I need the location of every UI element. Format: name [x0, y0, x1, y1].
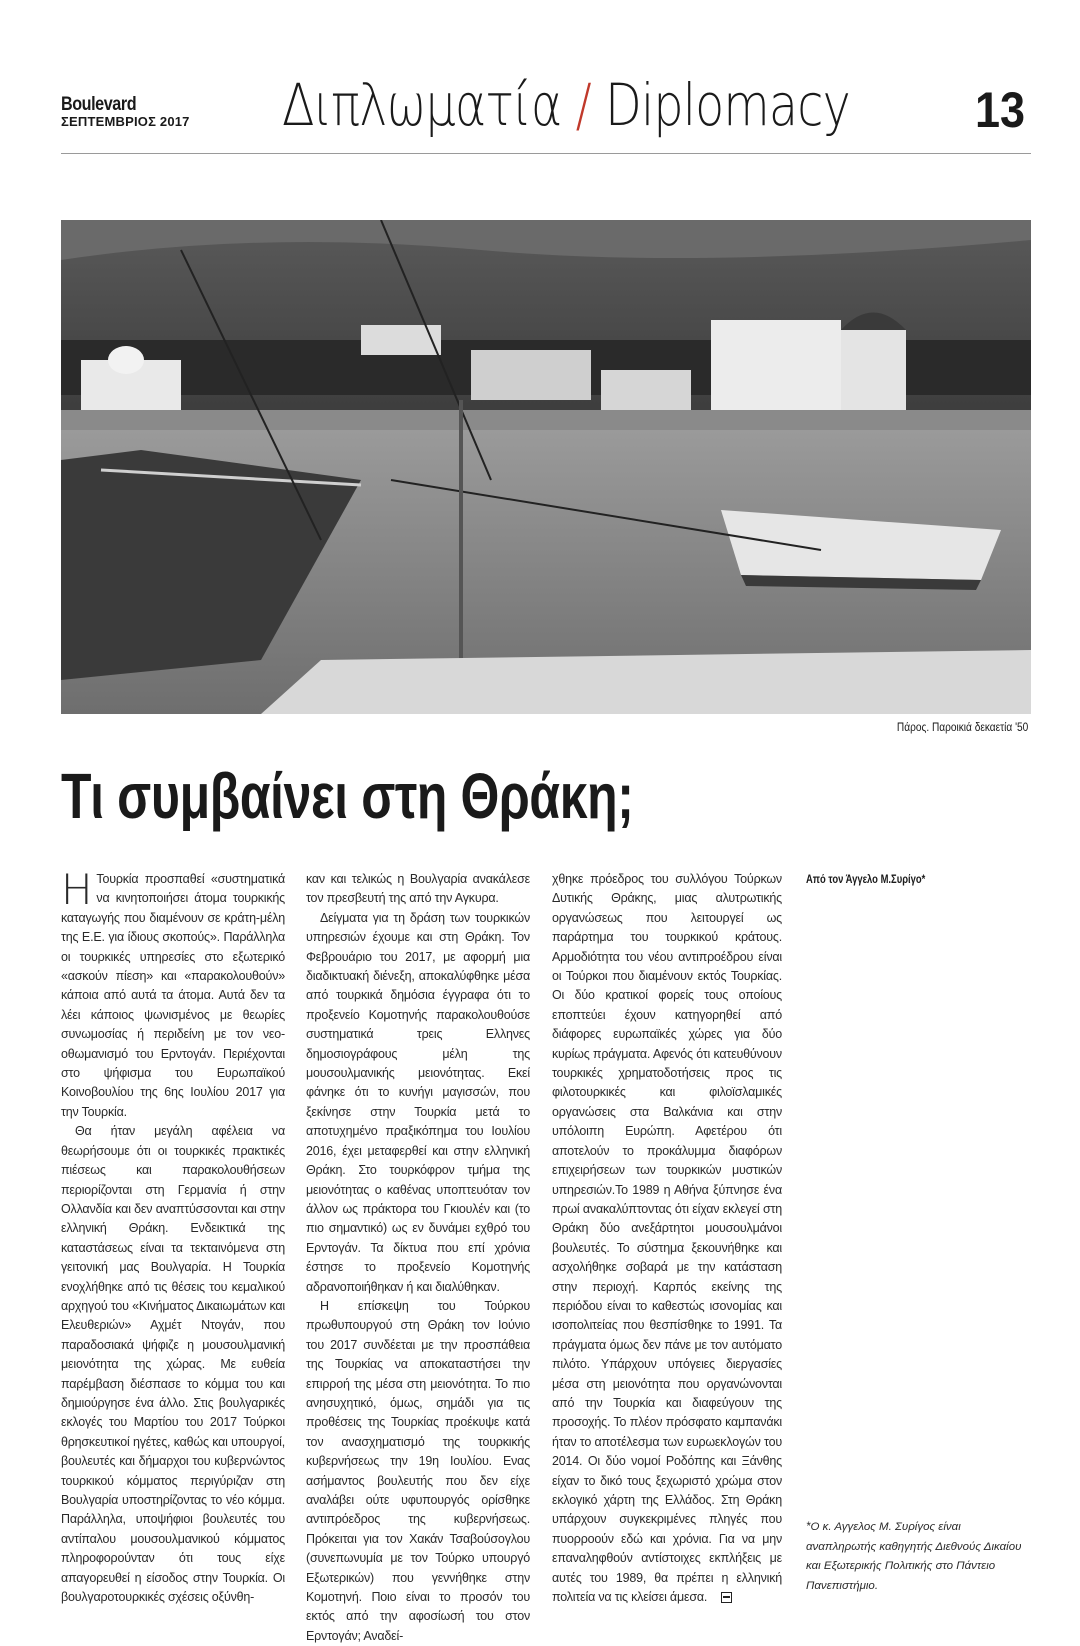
issue-date: ΣΕΠΤΕΜΒΡΙΟΣ 2017: [61, 114, 190, 129]
harbor-photo-illustration: [61, 220, 1031, 714]
article-byline: Από τον Άγγελο Μ.Συρίγο*: [806, 874, 926, 886]
article-column-2: [306, 870, 530, 1646]
article-paragraph: καν και τελικώς η Βουλγαρία ανακάλεσε τον πρεσβευτή της από την Αγκυρα.: [306, 872, 530, 906]
article-headline: Τι συμβαίνει στη Θράκη;: [61, 760, 634, 832]
article-column-1: [61, 865, 285, 1607]
header-divider: [61, 153, 1031, 154]
section-title-greek: Διπλωματία: [282, 71, 562, 139]
section-title-separator: /: [561, 71, 606, 139]
harbor-photo: [61, 220, 1031, 714]
page-number: 13: [975, 82, 1026, 138]
article-paragraph: Δείγματα για τη δράση των τουρκικών υπηρεσιών έχουμε και στη Θράκη. Τον Φεβρουάριο του 2017, με αφορμή μια διαδικτυακή διένεξη, αποκαλύφθηκε μέσα από τουρκικά δημόσια έγγραφα ότι το προξενείο Κομοτηνής παρακολουθούσε συστηματικά τρεις Ελληνες δημοσιογράφους μέλη της μουσουλμανικής μειονότητας. Εκεί φάνηκε ότι το κυνήγι μαγισσών, που ξεκίνησε στην Τουρκία μετά το αποτυχημένο πραξικόπημα του Ιουλίου 2016, έχει μεταφερθεί και στην ελληνική Θράκη. Στο τουρκόφρον τμήμα της μειονότητας ο καθένας υποπτευόταν τον άλλον ως πράκτορα του Γκιουλέν και (το πιο σημαντικό) ως εν δυνάμει εχθρό του Ερντογάν. Τα δίκτυα που επί χρόνια έστησε το προξενείο Κομοτηνής αδρανοποιήθηκαν ή και διαλύθηκαν.: [306, 910, 530, 1294]
masthead: [61, 95, 190, 129]
article-paragraph: χθηκε πρόεδρος του συλλόγου Τούρκων Δυτικής Θράκης, μιας αλυτρωτικής οργανώσεως που λειτουργεί ως παράρτημα του τουρκικού κράτους. Αρμοδιότητα του νέου αντιπροέδρου είναι οι Τούρκοι που διαμένουν εκτός Τουρκίας. Οι δύο κρατικοί φορείς τους οποίους εποπτεύει έχουν κατηγορηθεί από διάφορες ευρωπαϊκές χώρες για δύο κυρίως πράγματα. Αφενός ότι κατευθύνουν τουρκικές χρηματοδοτήσεις προς τις φιλοτουρκικές και φιλοϊσλαμικές οργανώσεις στα Βαλκάνια και στην υπόλοιπη Ευρώπη. Αφετέρου ότι αποτελούν το προκάλυμμα διαφόρων επιχειρήσεων των τουρκικών μυστικών υπηρεσιών.Το 1989 η Αθήνα ξύπνησε ένα πρωί ανακαλύπτοντας ότι είχαν εκλεγεί στη Θράκη δύο ανεξάρτητοι μουσουλμάνοι βουλευτές. Το σύστημα ξεκουνήθηκε και ασχολήθηκε σοβαρά με την κατάσταση στην περιοχή. Καρπός εκείνης της περιόδου είναι το καθεστώς ισονομίας και ισοπολιτείας που θεσπίσθηκε το 1991. Τα πράγματα όμως δεν πάνε με τον αυτόματο πιλότο. Υπάρχουν υπόγειες διεργασίες μέσα στη μειονότητα που οργανώνονται από την Τουρκία και διαφεύγουν της προσοχής. Το πλέον πρόσφατο καμπανάκι ήταν το αποτέλεσμα των ευρωεκλογών του 2014. Οι δύο νομοί Ροδόπης και Ξάνθης είχαν το δικό τους ξεχωριστό χρώμα στον εκλογικό χάρτη της Ελλάδος. Στη Θράκη υπάρχουν συγκεκριμένες πληγές που πυορροούν εδώ και χρόνια. Για να μην επαναληφθούν αντίστοιχες εκπλήξεις με αυτές του 1989, θα πρέπει η ελληνική πολιτεία να τις κλείσει άμεσα.: [552, 872, 782, 1605]
section-title-english: Diplomacy: [605, 71, 850, 139]
article-column-3: [552, 870, 782, 1607]
author-bio: *Ο κ. Αγγελος Μ. Συρίγος είναι αναπληρωτής καθηγητής Διεθνούς Δικαίου και Εξωτερικής Πολιτικής στο Πάντειο Πανεπιστήμιο.: [806, 1521, 1022, 1592]
article-paragraph: Θα ήταν μεγάλη αφέλεια να θεωρήσουμε ότι οι τουρκικές πρακτικές πιέσεως και παρακολουθήσεων περιορίζονται στη Γερμανία ή στην Ολλανδία και δεν αναπτύσσονται και στην ελληνική Θράκη. Ενδεικτικά της καταστάσεως είναι τα τεκταινόμενα στη γειτονική μας Βουλγαρία. Η Τουρκία ενοχλήθηκε από τις θέσεις του κεμαλικού αρχηγού του «Κινήματος Δικαιωμάτων και Ελευθεριών» Αχμέτ Ντογάν, που παραδοσιακά ψήφιζε η μουσουλμανική μειονότητα της χώρας. Με ευθεία παρέμβαση διέσπασε το κόμμα του και δημιούργησε ένα άλλο. Στις βουλγαρικές εκλογές του Μαρτίου του 2017 Τούρκοι θρησκευτικοί ηγέτες, καθώς και υπουργοί, βουλευτές και δήμαρχοι του κυβερνώντος τουρκικού κόμματος περιγύριζαν στη Βουλγαρία υποστηρίζοντας το νέο κόμμα. Παράλληλα, υποψήφιοι βουλευτές του αντίπαλου μουσουλμανικού κόμματος πληροφορούνταν ότι τους είχε απαγορευθεί η είσοδος στην Τουρκία. Οι βουλγαροτουρκικές σχέσεις οξύνθη-: [61, 1124, 285, 1605]
article-paragraph: Η επίσκεψη του Τούρκου πρωθυπουργού στη Θράκη τον Ιούνιο του 2017 συνδέεται με την προσπάθεια της Τουρκίας να αποκαταστήσει την επιρροή της μέσα στη μειονότητα. Το πιο ανησυχητικό, όμως, σημάδι για τις προθέσεις της Τουρκίας προέκυψε κατά τον ανασχηματισμό της τουρκικής κυβερνήσεως την 19η Ιουλίου. Ενας ασήμαντος βουλευτής που δεν είχε αναλάβει ούτε υφυπουργός ορίσθηκε αντιπρόεδρος της κυβερνήσεως. Πρόκειται για τον Χακάν Τσαβούσογλου (συνεπωνυμία με τον Τούρκο υπουργό Εξωτερικών) που γεννήθηκε στην Κομοτηνή. Ποιο είναι το προσόν του εκτός από την αφοσίωσή του στον Ερντογάν; Αναδεί-: [306, 1298, 530, 1643]
article-paragraph: Η Τουρκία προσπαθεί «συστηματικά να κινητοποιήσει άτομα τουρκικής καταγωγής που διαμένουν σε κράτη-μέλη της Ε.Ε. για ίδιους σκοπούς». Παράλληλα οι τουρκικές υπηρεσίες στο εξωτερικό «ασκούν πίεση» και «παρακολουθούν» κάποια από αυτά τα άτομα. Αυτά δεν τα λέει κάποιος ψωνισμένος με θεωρίες συνωμοσίας ή περιδείνη με τον νεο-οθωμανισμό του Ερντογάν. Περιέχονται στο ψήφισμα του Ευρωπαϊκού Κοινοβουλίου της 6ης Ιουλίου 2017 για την Τουρκία.: [61, 865, 285, 1119]
photo-caption: Πάρος. Παροικιά δεκαετία '50: [896, 722, 1028, 734]
section-title: [282, 70, 850, 140]
brand-name: Boulevard: [61, 94, 137, 115]
end-of-article-icon: [721, 1592, 732, 1603]
drop-cap: Η: [61, 865, 93, 914]
